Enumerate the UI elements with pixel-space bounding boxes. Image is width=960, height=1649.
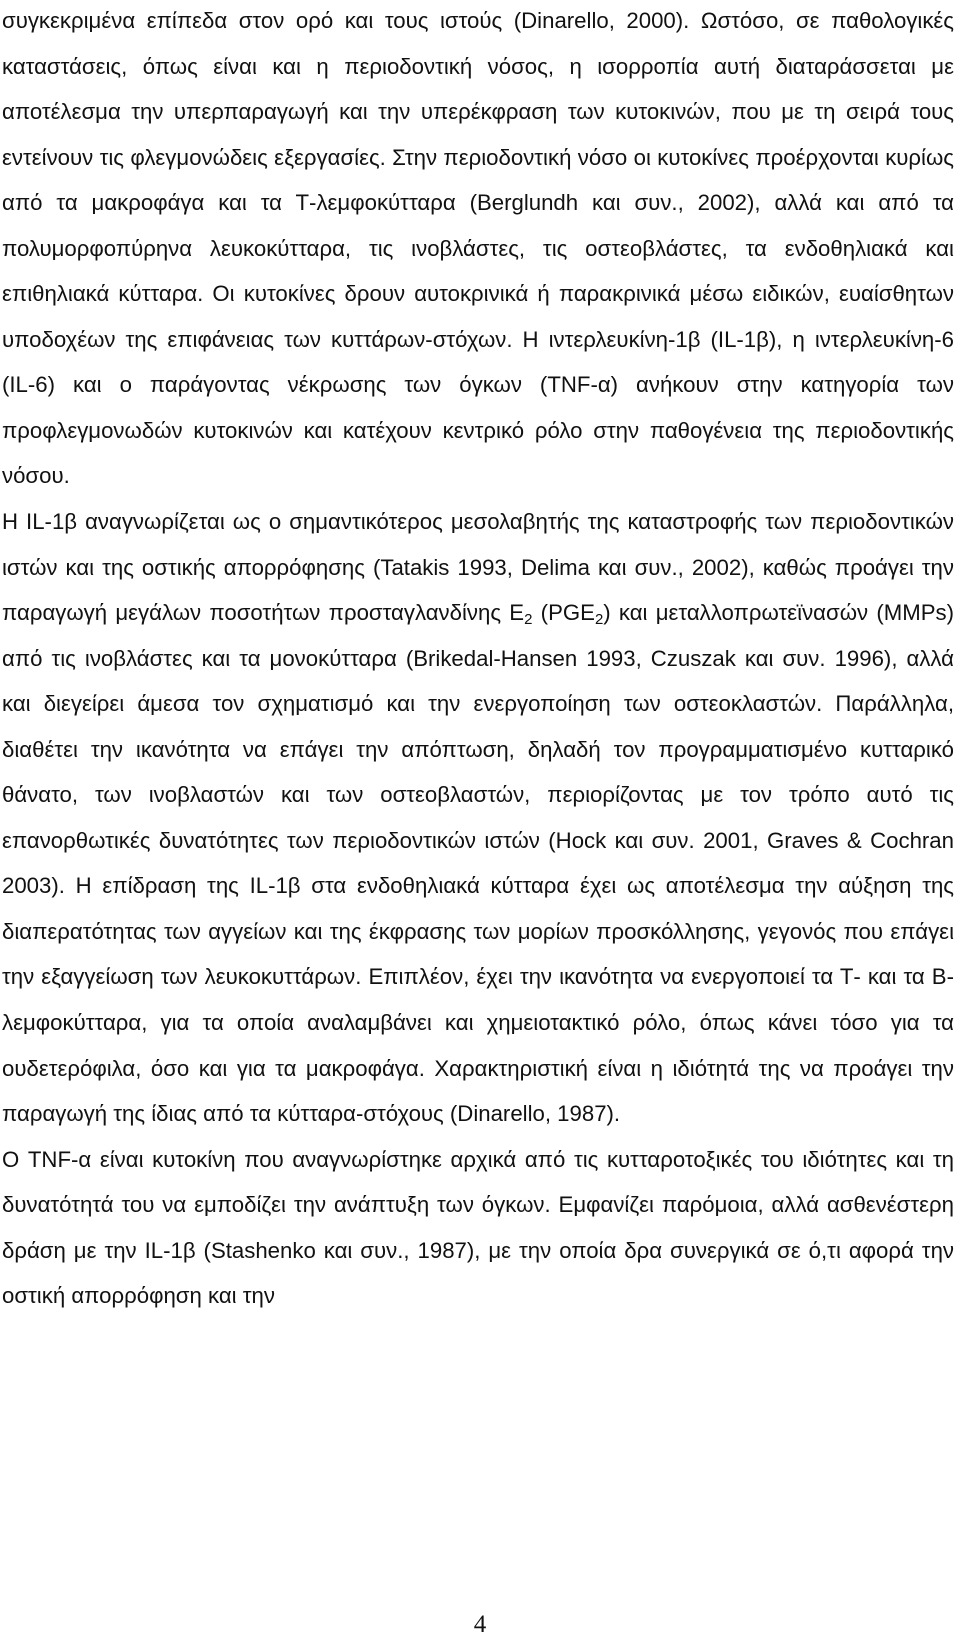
body-text — [2, 0, 954, 1319]
subscript-e2: 2 — [524, 611, 533, 629]
paragraph-cytokines-intro: συγκεκριμένα επίπεδα στον ορό και τους ιστούς (Dinarello, 2000). Ωστόσο, σε παθολογικές καταστάσεις, όπως είναι και η περιοδοντική νόσος, η ισορροπία αυτή διαταράσσεται με αποτέλεσμα την υπερπαραγωγή και την υπερέκφραση των κυτοκινών, που με τη σειρά τους εντείνουν τις φλεγμονώδεις εξεργασίες. Στην περιοδοντική νόσο οι κυτοκίνες προέρχονται κυρίως από τα μακροφάγα και τα Τ-λεμφοκύτταρα (Berglundh και συν., 2002), αλλά και από τα πολυμορφοπύρηνα λευκοκύτταρα, τις ινοβλάστες, τις οστεοβλάστες, τα ενδοθηλιακά και επιθηλιακά κύτταρα. Οι κυτοκίνες δρουν αυτοκρινικά ή παρακρινικά μέσω ειδικών, ευαίσθητων υποδοχέων της επιφάνειας των κυττάρων-στόχων. Η ιντερλευκίνη-1β (IL-1β), η ιντερλευκίνη-6 (IL-6) και ο παράγοντας νέκρωσης των όγκων (TNF-α) ανήκουν στην κατηγορία των προφλεγμονωδών κυτοκινών και κατέχουν κεντρικό ρόλο στην παθογένεια της περιοδοντικής νόσου. — [2, 8, 954, 489]
il1-text-part-1: Η IL-1β αναγνωρίζεται ως ο σημαντικότερος μεσολαβητής της καταστροφής των περιοδοντικών ιστών και της οστικής απορρόφησης (Tatakis 1993, Delima και συν., 2002), καθώς προάγει την παραγωγή μεγάλων ποσοτήτων προσταγλανδίνης Ε — [2, 509, 954, 626]
paragraph-il1-beta — [2, 499, 954, 1137]
subscript-pge2: 2 — [594, 611, 604, 629]
il1-text-part-2: (PGE — [532, 600, 595, 626]
il1-text-part-3: ) και μεταλλοπρωτεϊνασών (MMPs) από τις ινοβλάστες και τα μονοκύτταρα (Brikedal-Hansen 1993, Czuszak και συν. 1996), αλλά και διεγείρει άμεσα τον σχηματισμό και την ενεργοποίηση των οστεοκλαστών. Παράλληλα, διαθέτει την ικανότητα να επάγει την απόπτωση, δηλαδή τον προγραμματισμένο κυτταρικό θάνατο, των ινοβλαστών και των οστεοβλαστών, περιορίζοντας με τον τρόπο αυτό τις επανορθωτικές δυνατότητες των περιοδοντικών ιστών (Hock και συν. 2001, Graves & Cochran 2003). Η επίδραση της IL-1β στα ενδοθηλιακά κύτταρα έχει ως αποτέλεσμα την αύξηση της διαπερατότητας των αγγείων και της έκφρασης των μορίων προσκόλλησης, γεγονός που επάγει την εξαγγείωση των λευκοκυττάρων. Επιπλέον, έχει την ικανότητα να ενεργοποιεί τα Τ- και τα Β-λεμφοκύτταρα, για τα οποία αναλαμβάνει και χημειοτακτικό ρόλο, όπως κάνει τόσο για τα ουδετερόφιλα, όσο και για τα μακροφάγα. Χαρακτηριστική είναι η ιδιότητά της να προάγει την παραγωγή της ίδιας από τα κύτταρα-στόχους (Dinarello, 1987). — [2, 600, 954, 1127]
page-number: 4 — [473, 1611, 487, 1638]
paragraph-tnf-alpha: Ο TNF-α είναι κυτοκίνη που αναγνωρίστηκε αρχικά από τις κυτταροτοξικές του ιδιότητες και τη δυνατότητά του να εμποδίζει την ανάπτυξη των όγκων. Εμφανίζει παρόμοια, αλλά ασθενέστερη δράση με την IL-1β (Stashenko και συν., 1987), με την οποία δρα συνεργικά σε ό,τι αφορά την οστική απορρόφηση και την — [2, 1146, 954, 1309]
